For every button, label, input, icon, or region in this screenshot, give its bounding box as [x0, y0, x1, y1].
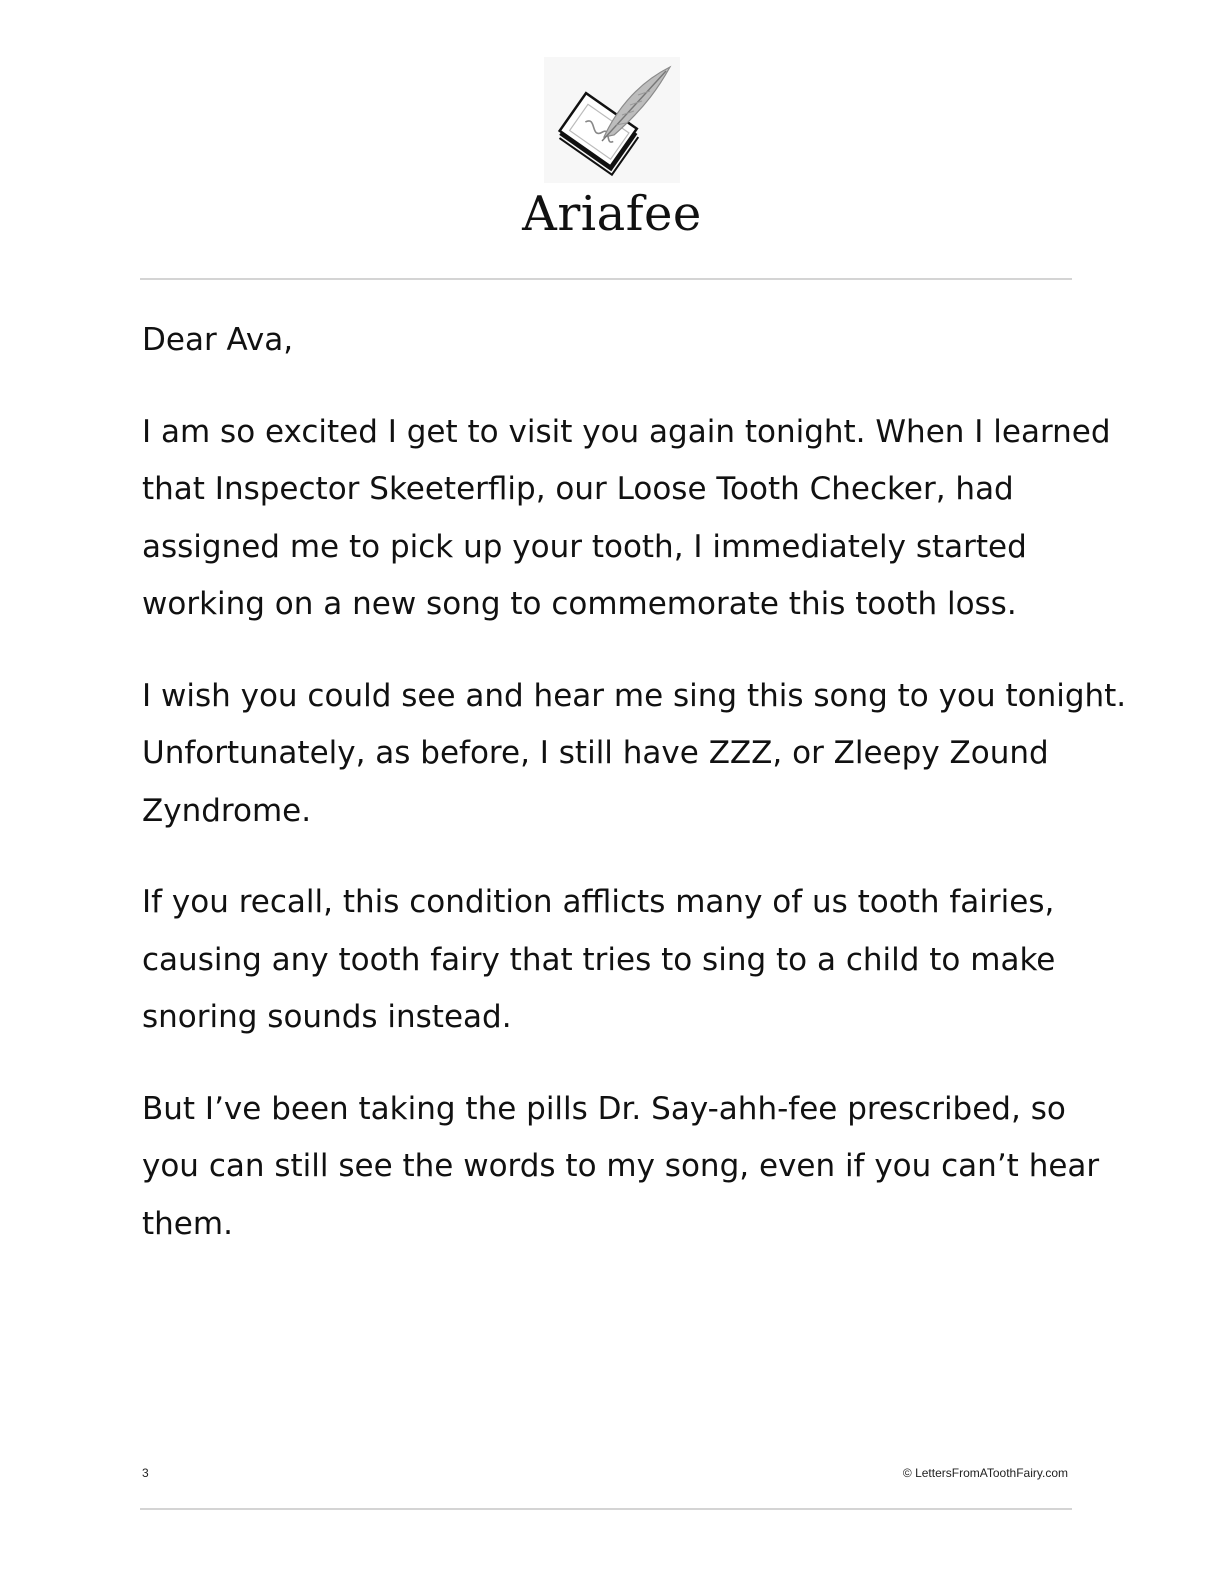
- book-quill-icon: [542, 55, 682, 185]
- paragraph-line: Unfortunately, as before, I still have ZZZ, or Zleepy Zound: [142, 735, 1049, 771]
- paragraph-line: working on a new song to commemorate this tooth loss.: [142, 586, 1017, 622]
- footer-divider: [140, 1508, 1072, 1510]
- paragraph-line: causing any tooth fairy that tries to sing to a child to make: [142, 941, 1056, 978]
- letter-paragraph: [142, 404, 1111, 634]
- letter-paragraph: [142, 1081, 1100, 1254]
- header-divider: [140, 278, 1072, 280]
- paragraph-line: If you recall, this condition afflicts many of us tooth fairies,: [142, 884, 1055, 920]
- letter-body: [142, 312, 1127, 1287]
- page-number: 3: [142, 1466, 149, 1480]
- letter-greeting: Dear Ava,: [142, 322, 294, 358]
- paragraph-line: you can still see the words to my song, even if you can’t hear: [142, 1148, 1100, 1184]
- copyright-link[interactable]: © LettersFromAToothFairy.com: [902, 1466, 1068, 1480]
- logo: [0, 55, 1224, 185]
- paragraph-line: snoring sounds instead.: [142, 999, 512, 1035]
- signature-title: Ariafee: [522, 186, 702, 242]
- paragraph-line: them.: [142, 1205, 233, 1242]
- paragraph-line: assigned me to pick up your tooth, I immediately started: [142, 528, 1027, 565]
- paragraph-line: I am so excited I get to visit you again tonight. When I learned: [142, 413, 1111, 450]
- paragraph-line: But I’ve been taking the pills Dr. Say-ahh-fee prescribed, so: [142, 1090, 1066, 1127]
- paragraph-line: I wish you could see and hear me sing this song to you tonight.: [142, 677, 1127, 714]
- letter-paragraph: [142, 874, 1082, 1047]
- paragraph-line: that Inspector Skeeterflip, our Loose Tooth Checker, had: [142, 471, 1014, 507]
- letter-paragraph: [142, 668, 1127, 841]
- paragraph-line: Zyndrome.: [142, 792, 312, 829]
